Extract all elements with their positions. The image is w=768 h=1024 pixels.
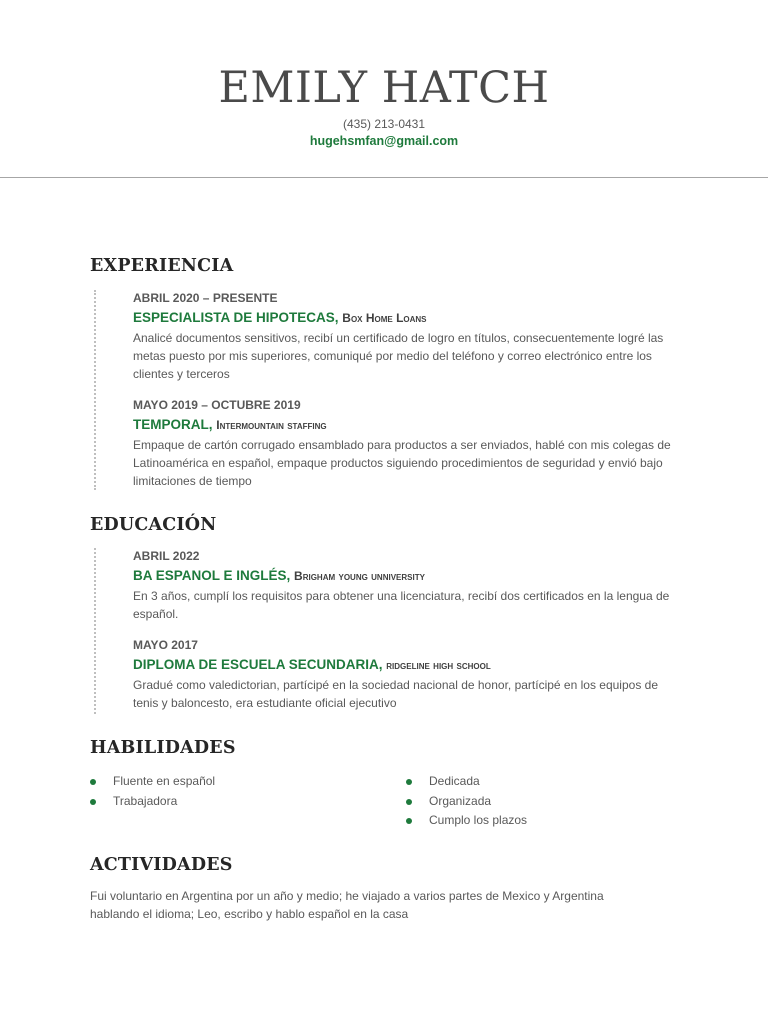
header-divider xyxy=(0,177,768,178)
skill-label: Organizada xyxy=(429,793,492,808)
skill-item xyxy=(406,811,527,831)
experience-entry xyxy=(133,397,683,490)
section-title-experience: EXPERIENCIA xyxy=(90,256,234,276)
skill-item xyxy=(90,792,215,812)
entry-organization: Box Home Loans xyxy=(342,311,427,325)
education-entry xyxy=(133,637,683,712)
entry-role xyxy=(133,308,683,328)
section-title-skills: HABILIDADES xyxy=(90,738,236,758)
entry-title: DIPLOMA DE ESCUELA SECUNDARIA, xyxy=(133,657,383,672)
bullet-icon xyxy=(406,818,412,824)
skill-label: Dedicada xyxy=(429,774,480,788)
bullet-icon xyxy=(90,799,96,805)
entry-title: ESPECIALISTA DE HIPOTECAS, xyxy=(133,310,339,325)
skill-label: Fluente en español xyxy=(113,774,216,788)
entry-role xyxy=(133,415,683,435)
education-entry xyxy=(133,548,683,623)
entry-date: MAYO 2019 – OCTUBRE 2019 xyxy=(133,398,301,412)
entry-title: TEMPORAL, xyxy=(133,417,213,432)
entry-role xyxy=(133,566,683,586)
experience-entry xyxy=(133,290,683,383)
email-link[interactable]: hugehsmfan@gmail.com xyxy=(309,134,459,148)
skill-item xyxy=(406,772,527,792)
entry-organization: Intermountain staffing xyxy=(216,418,327,432)
bullet-icon xyxy=(406,799,412,805)
skill-label: Cumplo los plazos xyxy=(429,813,528,827)
candidate-name: EMILY HATCH xyxy=(218,63,550,113)
entry-organization: Brigham young unniversity xyxy=(294,569,425,583)
experience-timeline xyxy=(94,290,98,490)
entry-date: MAYO 2017 xyxy=(133,638,198,652)
section-title-activities: ACTIVIDADES xyxy=(90,855,233,875)
phone-number: (435) 213-0431 xyxy=(342,117,426,131)
entry-description: Gradué como valedictorian, partícipé en la sociedad nacional de honor, partícipé en los equipos de tenis y baloncesto, era estudiante oficial ejecutivo xyxy=(133,678,659,710)
entry-date: ABRIL 2020 – PRESENTE xyxy=(133,291,278,305)
skill-label: Trabajadora xyxy=(113,793,178,808)
section-title-education: EDUCACIÓN xyxy=(90,515,217,535)
entry-date: ABRIL 2022 xyxy=(133,549,200,563)
entry-description: En 3 años, cumplí los requisitos para obtener una licenciatura, recibí dos certificados en la lengua de español. xyxy=(133,589,670,621)
skill-item xyxy=(406,792,527,812)
entry-role xyxy=(133,655,683,675)
entry-organization: ridgeline high school xyxy=(386,658,491,672)
bullet-icon xyxy=(406,779,412,785)
skills-column-left xyxy=(90,772,215,811)
activities-text: Fui voluntario en Argentina por un año y medio; he viajado a varios partes de Mexico y Argentina hablando el idioma; Leo, escribo y hablo español en la casa xyxy=(90,889,604,921)
entry-description: Analicé documentos sensitivos, recibí un certificado de logro en títulos, consecuentemente logré las metas puesto por mis superiores, comuniqué por medio del teléfono y correo electrónico entre los clientes y terceros xyxy=(133,331,664,381)
skill-item xyxy=(90,772,215,792)
skills-column-right xyxy=(406,772,527,831)
bullet-icon xyxy=(90,779,96,785)
education-timeline xyxy=(94,548,98,714)
resume-header xyxy=(0,0,768,150)
entry-title: BA ESPANOL E INGLÉS, xyxy=(133,568,291,583)
entry-description: Empaque de cartón corrugado ensamblado para productos a ser enviados, hablé con mis colegas de Latinoamérica en español, empaque productos siguiendo procedimientos de seguridad y envió bajo limitaciones de tiempo xyxy=(133,438,671,488)
